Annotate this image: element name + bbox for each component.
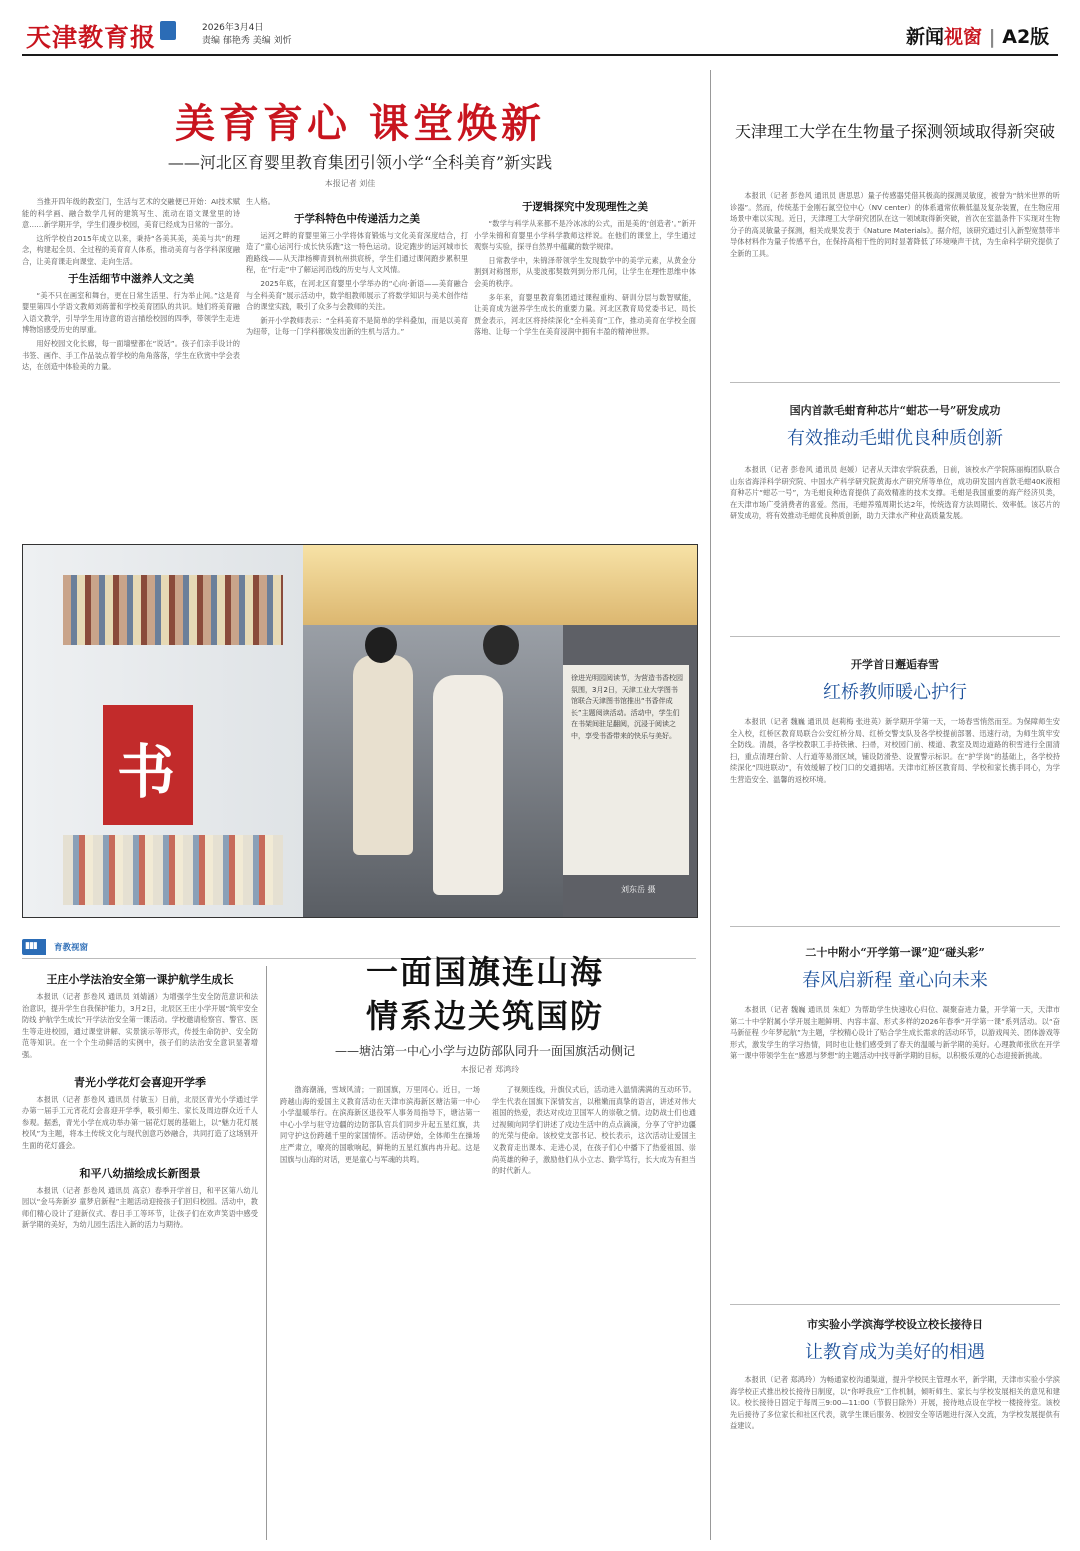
right-article-3-kicker: 开学首日邂逅春雪 — [851, 658, 939, 671]
lead-subtitle: ——河北区育婴里教育集团引领小学“全科美育”新实践 — [167, 153, 553, 172]
lead-byline: 本报记者 刘佳 — [324, 179, 376, 188]
right-article-5-body: 本报讯（记者 郑鸿玲）为畅通家校沟通渠道，提升学校民主管理水平，新学期，天津市实验小学滨海学校正式推出校长接待日制度，以“你呼我应”工作机制，倾听师生、家长与学校发展相关的意见和建议。校长接待日固定于每周三9:00—11:00（节假日除外）开展，接待地点设在学校一楼接待室。该校先后接待了多位家长和社区代表，就学生课后服务、校园安全等话题进行深入交流，为学校发展提供有益建议。 — [730, 1375, 1060, 1431]
lead-paragraph: “美不只在画室和舞台，更在日常生活里、行为举止间。”这是育婴里第四小学语文教师刘蒋蕾和学校美育团队的共识。她们将美育融入语文教学，引导学生用诗意的语言描绘校园的四季，带领学生走进博物馆感受历史的厚重。 — [22, 290, 240, 335]
brief-2-headline: 青光小学花灯会喜迎开学季 — [74, 1075, 206, 1089]
right-article-3-body: 本报讯（记者 魏巍 通讯员 赵莉梅 张进英）新学期开学第一天，一场春雪悄然而至。为保障师生安全入校，红桥区教育局联合公安红桥分局、红桥交警支队及各学校提前部署、迅速行动，为师生筑牢安全防线。清晨，各学校教职工手持铁锹、扫帚，对校园门前、楼道、教室及周边道路的积雪进行全面清扫，重点清理台阶、人行道等易滑区域，铺设防滑垫、设置警示标识。在“护学岗”的基础上，各学校持续深化“四进联动”，有效缓解了校门口的交通拥堵。天津市红桥区教育局、学校和家长携手同心，为学生营造安全、温馨的返校环境。 — [730, 717, 1060, 784]
lead-paragraph: 新开小学教师表示：“全科美育不是简单的学科叠加，而是以美育为纽带，让每一门学科都焕发出新的生机与活力。” — [246, 315, 468, 337]
right-article-4-kicker: 二十中附小“开学第一课”迎“碰头彩” — [805, 946, 985, 959]
student-figure-icon — [433, 675, 503, 895]
column-tag-label: 育教视窗 — [54, 943, 89, 953]
right-article-4 — [730, 1004, 1060, 1294]
lead-subhead-2: 于学科特色中传递活力之美 — [294, 212, 420, 225]
brief-2-body: 本报讯（记者 彭卷风 通讯员 付敏玉）日前，北辰区青光小学通过学办第一届手工元宵花灯会喜迎开学季，吸引师生、家长及周边群众近千人参观。据悉，青光小学在成功举办第一届花灯展的基础上，以“魅力花灯展校风”为主题，将本土传统文化与现代创意巧妙融合，共同打造了这场别开生面的花灯盛会。 — [22, 1094, 258, 1150]
feature-headline-line-2: 情系边关筑国防 — [365, 997, 604, 1035]
lead-paragraph: 日常教学中，朱锦泽带领学生发现数学中的美学元素，从黄金分割到对称图形，从斐波那契数列到分形几何，让学生在理性思维中体会美的秩序。 — [474, 255, 696, 288]
bookshelf-row-icon — [63, 575, 283, 645]
feature-column-2 — [492, 1084, 696, 1540]
logo-mark-icon — [160, 21, 176, 40]
feature-body-1: 渤海潮涌，雪域风清；一面国旗，万里同心。近日，一场跨越山海的爱国主义教育活动在天津市滨海新区塘沽第一中心小学温暖举行。在滨海新区退役军人事务局指导下，塘沽第一中心小学与驻守边疆的边防部队官兵们同步升起五星红旗，共同守护这份跨越千里的家国情怀。活动伊始，全体师生在操场庄严肃立，嘹亮的国歌响起，鲜艳的五星红旗冉冉升起。这是国旗与山海的对话，更是童心与军魂的共鸣。 — [280, 1085, 480, 1164]
right-article-3-headline: 红桥教师暖心护行 — [823, 682, 967, 703]
lead-paragraph: 多年来，育婴里教育集团通过课程重构、研训分层与数智赋能，让美育成为滋养学生成长的重要力量。河北区教育局党委书记、局长贾金表示，河北区将持续深化“全科美育”工作，推动美育在学校全面落地、让每一个学生在美育浸润中拥有丰盈的精神世界。 — [474, 292, 696, 337]
right-article-4-body: 本报讯（记者 魏巍 通讯员 朱虹）为帮助学生快速收心归位、凝聚奋进力量，开学第一天，天津市第二十中学附属小学开展主题鲜明、内容丰富、形式多样的2026年春季“开学第一课”系列活动。以“奋马新征程 少年梦起航”为主题，学校精心设计了贴合学生成长需求的活动环节，以游戏闯关、团体游戏等形式，激发学生的学习热情，同时也让他们感受到了春天的温暖与新学期的美好。心理教师张欣在开学第一课中带领学生在“感恩与梦想”的主题活动中找寻新学期的目标，以积极乐观的心态迎接新挑战。 — [730, 1005, 1060, 1061]
ceiling-lights — [303, 545, 697, 625]
lead-paragraph: 生人格。 — [246, 197, 275, 206]
section-label — [906, 22, 1049, 49]
brief-1-headline: 王庄小学法治安全第一课护航学生成长 — [46, 973, 234, 986]
feature-subtitle: ——塘沽第一中心小学与边防部队同升一面国旗活动侧记 — [334, 1044, 635, 1058]
editors-line: 责编 郁艳秀 美编 刘忻 — [202, 36, 292, 46]
right-article-4-headline: 春风启新程 童心向未来 — [802, 970, 988, 991]
right-article-2 — [730, 464, 1060, 624]
section-divider: | — [988, 26, 996, 48]
lead-subhead-1: 于生活细节中滋养人文之美 — [68, 272, 194, 285]
student-head-icon — [483, 625, 519, 665]
feature-headline — [280, 950, 690, 1038]
lead-column-3 — [474, 196, 696, 536]
rule — [730, 926, 1060, 927]
right-article-1 — [730, 190, 1060, 375]
lead-paragraph: “数学与科学从来都不是冷冰冰的公式，而是美的‘创造者’。”新开小学朱锦和育婴里小学科学教师这样说。在他们的课堂上，学生通过观察与实验，探寻自然界中蕴藏的数学规律。 — [474, 219, 696, 252]
feature-body-2: 了视频连线，升旗仪式后，活动进入温情满满的互动环节。学生代表在国旗下深情发言，以稚嫩而真挚的语言，讲述对伟大祖国的热爱，表达对戍边卫国军人的崇敬之情。边防战士们也通过视频向同学们讲述了戍边生活中的点点滴滴，分享了守护边疆的光荣与使命。该校党支部书记、校长表示，这次活动让爱国主义教育走出课本、走进心灵，在孩子们心中播下了热爱祖国、崇尚英雄的种子，激励他们从小立志、勤学笃行，长大成为有担当的时代新人。 — [492, 1085, 696, 1176]
section-accent: 视窗 — [944, 26, 983, 48]
right-article-3 — [730, 716, 1060, 916]
column-separator — [710, 70, 711, 1540]
issue-meta — [202, 22, 292, 48]
right-article-2-headline: 有效推动毛蚶优良种质创新 — [787, 428, 1003, 449]
column-separator — [266, 966, 267, 1540]
book-character: 书 — [117, 738, 176, 806]
feature-byline: 本报记者 郑鸿玲 — [460, 1065, 520, 1074]
photo-caption: 徐进光明园阅读节，为营造书香校园氛围，3月2日，天津工业大学图书馆联合天津图书馆推出“书香伴成长”主题阅读活动。活动中，学生们在书架间驻足翻阅，沉浸于阅读之中，享受书香带来的快乐与美好。 — [571, 674, 683, 740]
page-number: A2版 — [1002, 26, 1050, 48]
briefs-column — [22, 968, 258, 1540]
right-article-2-kicker: 国内首款毛蚶育种芯片“蚶芯一号”研发成功 — [789, 404, 1001, 417]
lead-paragraph: 当推开四年级的教室门，生活与艺术的交融便已开始：AI技术赋能的科学画、融合数学几何的建筑写生、流动在语文课堂里的诗意……新学期开学，学生们漫步校园，美育已经成为日常的一部分。 — [22, 197, 240, 230]
section-name: 新闻 — [906, 26, 945, 48]
lead-paragraph: 这所学校自2015年成立以来，秉持“各美其美，美美与共”的理念，构建起全员、全过程的美育育人体系，推动美育与各学科深度融合，让美育课走向课堂、走向生活。 — [22, 233, 240, 266]
lead-paragraph: 运河之畔的育婴里第三小学将体育锻炼与文化美育深度结合，打造了“童心运河行·成长快乐跑”这一特色运动。设定跑步的运河城市长跑路线——从天津杨柳青到杭州拱宸桥，学生们通过课间跑步累积里程，在“行走”中了解运河沿线的历史与人文风情。 — [246, 230, 468, 275]
rule — [730, 382, 1060, 383]
brief-3-headline: 和平八幼描绘成长新图景 — [79, 1166, 201, 1180]
feature-headline-line-1: 一面国旗连山海 — [365, 953, 604, 991]
lead-headline: 美育育心 课堂焕新 — [175, 100, 545, 147]
rule — [730, 1304, 1060, 1305]
right-article-5-headline: 让教育成为美好的相遇 — [805, 1342, 985, 1363]
brief-1-body: 本报讯（记者 彭卷风 通讯员 刘婧涵）为增强学生安全防范意识和法治意识，提升学生自我保护能力，3月2日，北辰区王庄小学开展“筑牢安全防线 护航学生成长”开学法治安全第一课活动。学校邀请检察官、警官、医生等走进校园，通过课堂讲解、实景演示等形式，传授生命防护、安全防范等知识。在一个个生动鲜活的实例中，孩子们的法治安全意识显著增强。 — [22, 992, 258, 1059]
bookshelf-row-icon — [63, 835, 283, 905]
issue-date: 2026年3月4日 — [202, 23, 264, 33]
right-article-1-headline: 天津理工大学在生物量子探测领域取得新突破 — [734, 122, 1055, 141]
rule — [730, 636, 1060, 637]
feature-column-1 — [280, 1084, 480, 1540]
lead-subhead-3: 于逻辑探究中发现理性之美 — [522, 201, 648, 213]
photo-credit: 刘东岳 摄 — [621, 885, 656, 894]
bars-icon: ▮▮▮ — [25, 941, 37, 951]
right-article-5-kicker: 市实验小学滨海学校设立校长接待日 — [807, 1318, 983, 1331]
right-article-5 — [730, 1374, 1060, 1542]
right-article-1-body: 本报讯（记者 彭卷风 通讯员 唐思思）量子传感器凭借其极高的探测灵敏度，被誉为“纳米世界的听诊器”。然而，传统基于金刚石氮空位中心（NV center）的体系通常依赖低温及复杂装置，在生物应用场景中难以实现。近日，天津理工大学研究团队在这一领域取得新突破，首次在室温条件下实现对生物分子的高灵敏量子探测，相关成果发表于《Nature Materials》。据介绍，该研究通过引入新型宽禁带半导体材料作为量子传感平台，在保持高相干性的同时显著降低了环境噪声干扰，为生命科学研究提供了全新的工具。 — [730, 191, 1060, 258]
lead-paragraph: 用好校园文化长廊，每一面墙壁都在“说话”。孩子们亲手设计的书签、画作、手工作品装点着学校的角角落落，学生在欣赏中学会表达，在创造中体验美的力量。 — [22, 338, 240, 372]
news-photo — [22, 544, 698, 918]
right-article-2-body: 本报讯（记者 彭卷风 通讯员 赵媛）记者从天津农学院获悉，日前，该校水产学院陈丽梅团队联合山东省海洋科学研究院、中国水产科学研究院黄海水产研究所等单位，成功研发国内首款毛蚶40K液相育种芯片“蚶芯一号”，为毛蚶良种选育提供了高效精准的技术支撑。毛蚶是我国重要的海产经济贝类，在天津市场广受消费者的喜爱。然而，毛蚶养殖周期长达2年，传统选育方法周期长、效率低。该芯片的研发成功，将有效推动毛蚶优良种质创新，助力天津水产种业高质量发展。 — [730, 465, 1060, 521]
lead-column-2 — [246, 196, 468, 536]
student-head-icon — [365, 627, 397, 663]
lead-paragraph: 2025年底，在河北区育婴里小学举办的“心向·新语——美育融合与全科美育”展示活动中，数学组教师展示了将数学知识与美术创作结合的课堂实践，吸引了众多与会教师的关注。 — [246, 278, 468, 312]
student-figure-icon — [353, 655, 413, 855]
masthead-rule — [22, 54, 1058, 56]
brief-3-body: 本报讯（记者 彭卷风 通讯员 高京）春季开学首日，和平区第八幼儿园以“金马奔新岁 童梦启新程”主题活动迎接孩子们回归校园。活动中，教师们精心设计了迎新仪式、春日手工等环节，让孩子们在欢声笑语中感受新学期的美好，为幼儿园生活注入新的活力与期待。 — [22, 1185, 258, 1230]
masthead — [0, 0, 1080, 56]
newspaper-logo: 天津教育报 — [26, 23, 157, 52]
lead-column-1 — [22, 196, 240, 536]
